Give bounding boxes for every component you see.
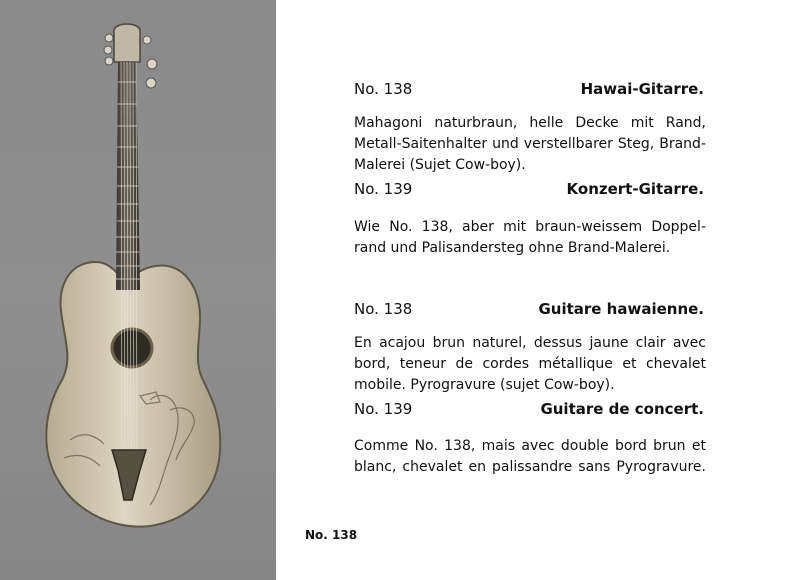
entry-header xyxy=(354,300,704,318)
image-caption: No. 138 xyxy=(305,528,358,542)
entry-header xyxy=(354,80,704,98)
description-line: En acajou brun naturel, dessus jaune clair avec xyxy=(354,335,706,351)
guitar-soundhole xyxy=(112,329,152,367)
description-line: Mahagoni naturbraun, helle Decke mit Rand, xyxy=(354,115,706,131)
entry-description xyxy=(354,217,706,259)
description-line: bord, teneur de cordes métallique et chevalet xyxy=(354,356,706,372)
guitar-headstock xyxy=(114,24,140,62)
entry-description xyxy=(354,436,706,478)
entry-number: No. 138 xyxy=(354,300,413,318)
description-line: Wie No. 138, aber mit braun-weissem Doppel- xyxy=(354,219,706,235)
description-line: mobile. Pyrogravure (sujet Cow-boy). xyxy=(354,377,615,393)
entry-number: No. 139 xyxy=(354,180,413,198)
entry-header xyxy=(354,400,704,418)
entry-description xyxy=(354,333,706,396)
entry-title: Guitare de concert. xyxy=(540,400,704,418)
description-line: Comme No. 138, mais avec double bord brun et xyxy=(354,438,706,454)
entry-number: No. 139 xyxy=(354,400,413,418)
entry-description xyxy=(354,113,706,176)
entry-number: No. 138 xyxy=(354,80,413,98)
description-line: Malerei (Sujet Cow-boy). xyxy=(354,157,526,173)
entry-header xyxy=(354,180,704,198)
guitar-image xyxy=(0,0,276,580)
entry-title: Guitare hawaienne. xyxy=(538,300,704,318)
description-line: rand und Palisandersteg ohne Brand-Malerei. xyxy=(354,240,671,256)
entry-title: Hawai-Gitarre. xyxy=(580,80,704,98)
entry-title: Konzert-Gitarre. xyxy=(566,180,704,198)
description-line: Metall-Saitenhalter und verstellbarer Steg, Brand- xyxy=(354,136,706,152)
description-line: blanc, chevalet en palissandre sans Pyrogravure. xyxy=(354,459,706,475)
guitar-photo-panel xyxy=(0,0,276,580)
